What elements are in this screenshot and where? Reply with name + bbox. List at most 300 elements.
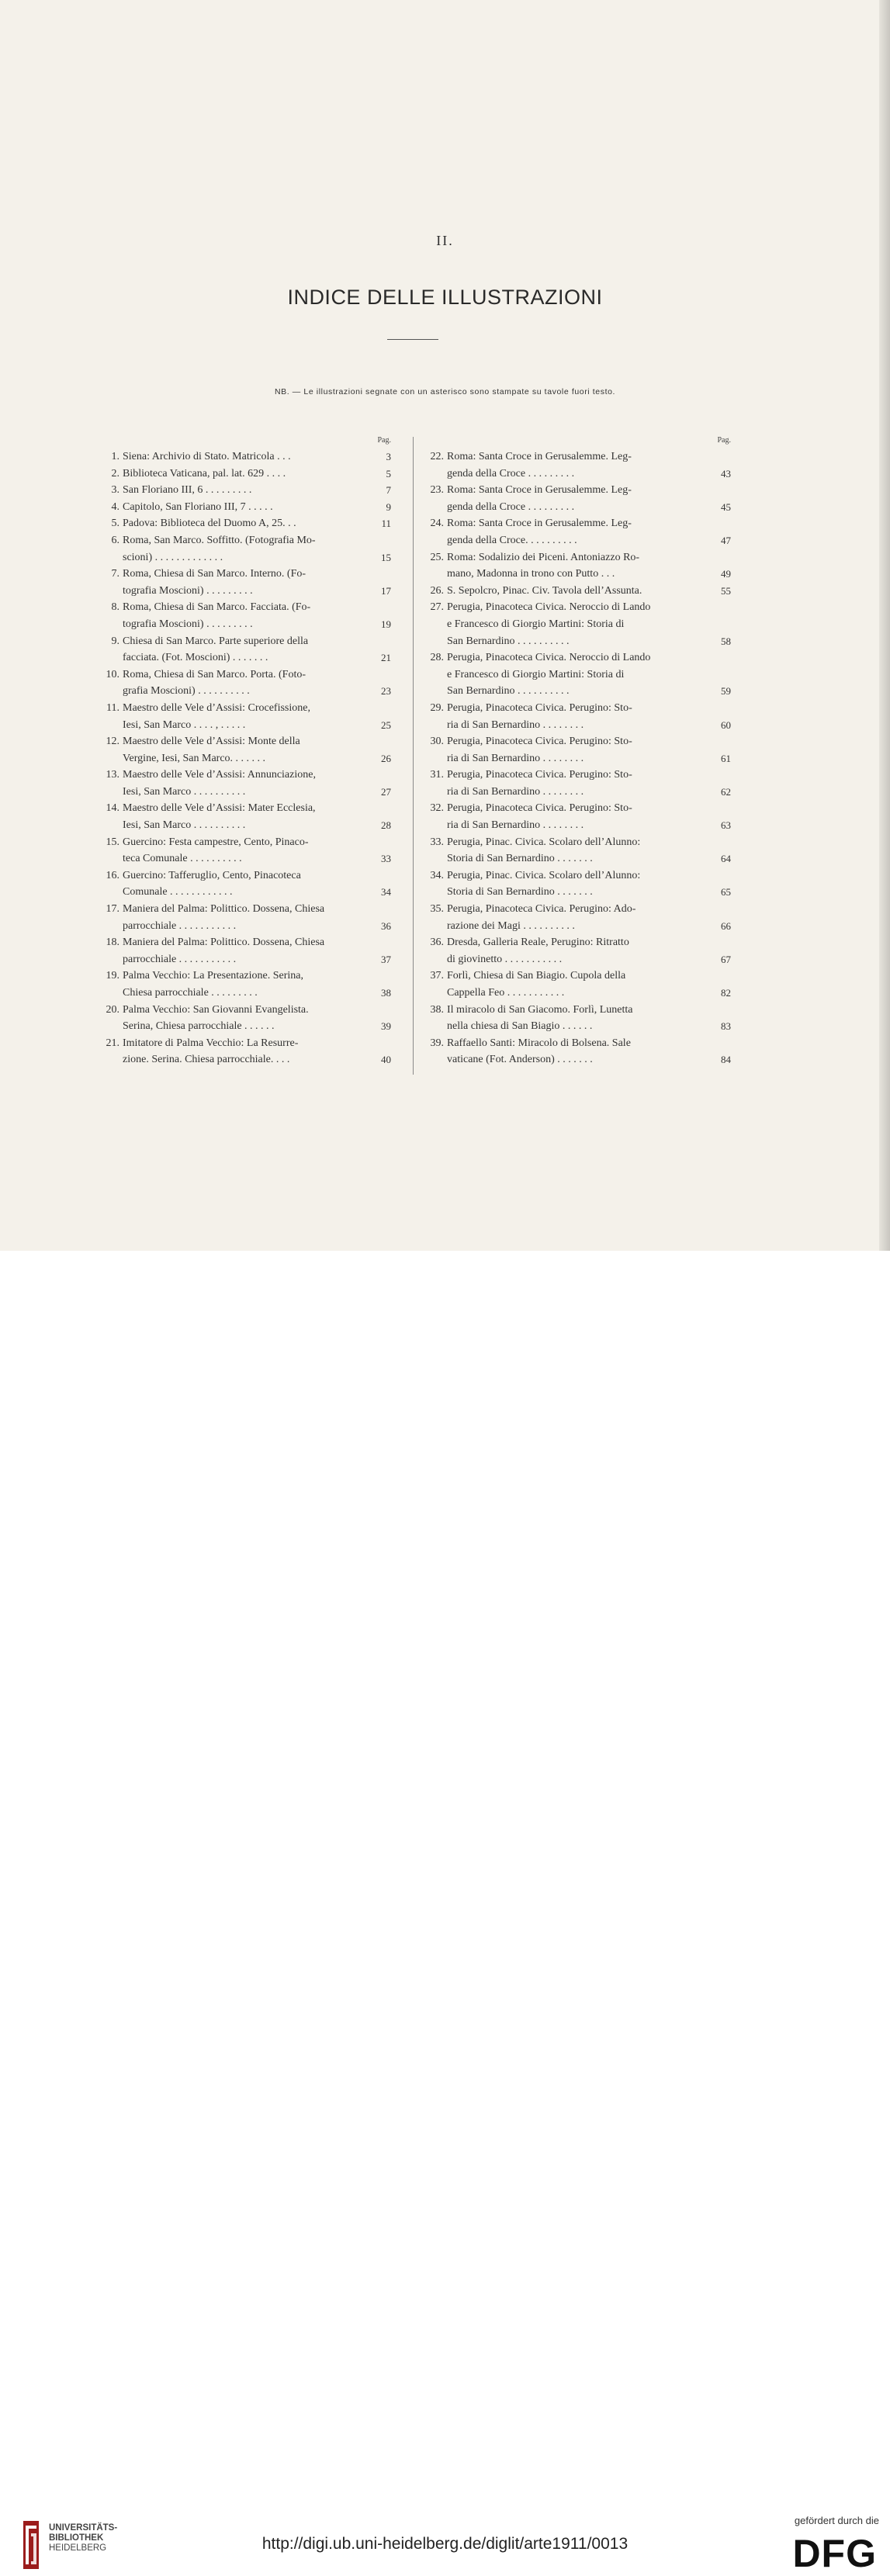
entry-title: Perugia, Pinacoteca Civica. Perugino: Sto- — [447, 736, 632, 748]
entry-title: nella chiesa di San Biagio . . . . . . — [447, 1020, 593, 1033]
entry-title: Perugia, Pinacoteca Civica. Perugino: Sto- — [447, 769, 632, 781]
index-entry-row — [413, 549, 731, 566]
entry-title: Iesi, San Marco . . . . . . . . . . — [123, 819, 246, 832]
library-name-line: UNIVERSITÄTS- — [49, 2523, 118, 2533]
index-entry-row — [92, 717, 391, 734]
entry-title: Maestro delle Vele d’Assisi: Mater Ecclesia, — [123, 802, 316, 815]
index-entry-row — [92, 850, 391, 867]
index-entry-row — [413, 466, 731, 483]
index-entry-row — [92, 800, 391, 817]
index-entry-row — [92, 616, 391, 633]
entry-page: 37 — [381, 953, 391, 965]
entry-title: teca Comunale . . . . . . . . . . — [123, 853, 242, 865]
entry-title: Roma: Santa Croce in Gerusalemme. Leg- — [447, 451, 632, 462]
entry-page: 19 — [381, 618, 391, 630]
entry-title: Storia di San Bernardino . . . . . . . — [447, 853, 593, 865]
index-entry-row — [413, 482, 731, 499]
entry-page — [365, 532, 391, 549]
index-entry-row — [92, 901, 391, 918]
entry-number: 28. — [430, 652, 444, 664]
library-name-line: BIBLIOTHEK — [49, 2533, 104, 2543]
entry-number — [413, 532, 447, 549]
entry-number: 1. — [111, 451, 119, 462]
entry-page: 65 — [721, 886, 731, 898]
entry-page — [705, 649, 731, 667]
entry-number: 22. — [430, 451, 444, 462]
entry-title: Guercino: Festa campestre, Cento, Pinaco- — [123, 836, 309, 848]
index-entry-row — [92, 934, 391, 951]
entry-title: Vergine, Iesi, San Marco. . . . . . . — [123, 752, 266, 764]
entry-page — [705, 834, 731, 851]
index-entry-row — [92, 683, 391, 700]
entry-page — [365, 633, 391, 650]
entry-page: 61 — [721, 752, 731, 764]
index-entry-row — [413, 1035, 731, 1052]
index-entry-row — [413, 683, 731, 700]
entry-page: 38 — [381, 987, 391, 999]
entry-number: 38. — [430, 1003, 444, 1016]
index-entry-row — [413, 834, 731, 851]
entry-title: Roma, Chiesa di San Marco. Interno. (Fo- — [123, 568, 306, 580]
index-entry-row — [413, 633, 731, 650]
entry-number — [92, 1018, 123, 1035]
entry-page — [365, 834, 391, 851]
entry-number: 11. — [106, 701, 119, 714]
entry-number: 13. — [106, 769, 119, 781]
index-entry-row — [413, 733, 731, 750]
entry-title: Iesi, San Marco . . . . , . . . . . — [123, 718, 246, 731]
entry-title: Palma Vecchio: La Presentazione. Serina, — [123, 970, 303, 982]
entry-number — [413, 918, 447, 935]
entry-number — [92, 750, 123, 767]
entry-page — [365, 934, 391, 951]
index-entry-row — [413, 616, 731, 633]
entry-page: 36 — [381, 919, 391, 932]
entry-title: Biblioteca Vaticana, pal. lat. 629 . . . . — [123, 467, 286, 480]
entry-number — [413, 784, 447, 801]
entry-title: e Francesco di Giorgio Martini: Storia di — [447, 668, 625, 680]
entry-title: Perugia, Pinacoteca Civica. Perugino: Sto- — [447, 701, 632, 714]
entry-number — [413, 499, 447, 516]
entry-page — [365, 800, 391, 817]
entry-number — [413, 884, 447, 901]
entry-page — [705, 515, 731, 532]
index-entry-row — [92, 1051, 391, 1068]
index-entry-row — [413, 499, 731, 516]
index-entry-row — [413, 985, 731, 1002]
entry-title: Siena: Archivio di Stato. Matricola . . . — [123, 451, 291, 462]
entry-number: 15. — [106, 836, 119, 848]
entry-page — [365, 867, 391, 885]
entry-number: 6. — [111, 534, 119, 546]
entry-page: 15 — [381, 551, 391, 563]
entry-number — [413, 616, 447, 633]
entry-title: di giovinetto . . . . . . . . . . . — [447, 953, 563, 965]
entry-page — [365, 700, 391, 717]
index-list — [92, 448, 391, 1068]
entry-number — [413, 951, 447, 968]
index-entry-row — [413, 784, 731, 801]
entry-page — [705, 901, 731, 918]
entry-number: 21. — [106, 1037, 119, 1049]
index-entry-row — [92, 968, 391, 985]
index-entry-row — [413, 867, 731, 885]
entry-title: Padova: Biblioteca del Duomo A, 25. . . — [123, 518, 296, 530]
entry-number — [92, 884, 123, 901]
entry-number: 35. — [430, 903, 444, 916]
entry-number: 34. — [430, 869, 444, 881]
entry-title: Roma, San Marco. Soffitto. (Fotografia Mo- — [123, 534, 316, 546]
entry-title: vaticane (Fot. Anderson) . . . . . . . — [447, 1054, 593, 1066]
entry-number: 29. — [430, 701, 444, 714]
entry-page: 25 — [381, 718, 391, 731]
entry-number: 5. — [111, 518, 119, 530]
entry-page: 63 — [721, 819, 731, 832]
entry-title: mano, Madonna in trono con Putto . . . — [447, 568, 615, 580]
entry-page: 11 — [381, 518, 391, 530]
entry-title: Palma Vecchio: San Giovanni Evangelista. — [123, 1003, 309, 1016]
index-entry-row — [92, 566, 391, 583]
scanned-page — [0, 0, 890, 1251]
entry-number — [92, 817, 123, 834]
index-entry-row — [413, 515, 731, 532]
entry-number — [413, 1051, 447, 1068]
pag-label: Pag. — [717, 436, 731, 445]
index-entry-row — [92, 884, 391, 901]
entry-title: e Francesco di Giorgio Martini: Storia di — [447, 618, 625, 630]
index-entry-row — [413, 717, 731, 734]
index-entry-row — [92, 532, 391, 549]
entry-number — [92, 683, 123, 700]
index-entry-row — [413, 884, 731, 901]
index-entry-row — [92, 583, 391, 600]
index-entry-row — [413, 918, 731, 935]
entry-page: 5 — [386, 467, 391, 480]
entry-title: Raffaello Santi: Miracolo di Bolsena. Sale — [447, 1037, 631, 1049]
entry-title: genda della Croce . . . . . . . . . — [447, 500, 575, 513]
entry-number — [413, 717, 447, 734]
entry-title: Chiesa di San Marco. Parte superiore della — [123, 635, 309, 647]
entry-page — [705, 968, 731, 985]
entry-number: 18. — [106, 937, 119, 949]
entry-number — [413, 566, 447, 583]
entry-number — [92, 649, 123, 667]
library-name-line: HEIDELBERG — [49, 2543, 107, 2553]
entry-page — [705, 616, 731, 633]
entry-title: Imitatore di Palma Vecchio: La Resurre- — [123, 1037, 299, 1049]
entry-page — [705, 800, 731, 817]
entry-number: 19. — [106, 970, 119, 982]
entry-title: Roma: Sodalizio dei Piceni. Antoniazzo Ro- — [447, 551, 640, 563]
entry-number — [92, 918, 123, 935]
entry-number: 27. — [430, 601, 444, 614]
index-entry-row — [92, 1002, 391, 1019]
index-column-right — [413, 433, 731, 1068]
entry-title: Storia di San Bernardino . . . . . . . — [447, 886, 593, 898]
entry-page: 43 — [721, 467, 731, 480]
entry-page: 55 — [721, 584, 731, 597]
entry-title: tografia Moscioni) . . . . . . . . . — [123, 584, 253, 597]
entry-page: 40 — [381, 1054, 391, 1066]
entry-page: 28 — [381, 819, 391, 832]
index-entry-row — [413, 951, 731, 968]
entry-page: 33 — [381, 853, 391, 865]
entry-page: 60 — [721, 718, 731, 731]
entry-page: 62 — [721, 785, 731, 798]
entry-number: 14. — [106, 802, 119, 815]
index-entry-row — [413, 750, 731, 767]
entry-page: 64 — [721, 853, 731, 865]
index-entry-row — [92, 817, 391, 834]
scan-edge — [879, 0, 890, 1251]
index-entry-row — [92, 700, 391, 717]
entry-page — [705, 549, 731, 566]
entry-page: 27 — [381, 785, 391, 798]
entry-title: ria di San Bernardino . . . . . . . . — [447, 752, 584, 764]
entry-title: Maestro delle Vele d’Assisi: Annunciazione, — [123, 769, 316, 781]
entry-title: Maestro delle Vele d’Assisi: Crocefissione, — [123, 701, 310, 714]
index-entry-row — [92, 951, 391, 968]
index-entry-row — [413, 583, 731, 600]
entry-page — [365, 767, 391, 784]
entry-title: Maestro delle Vele d’Assisi: Monte della — [123, 736, 300, 748]
entry-title: ria di San Bernardino . . . . . . . . — [447, 718, 584, 731]
index-entry-row — [92, 549, 391, 566]
index-entry-row — [92, 985, 391, 1002]
entry-number — [92, 616, 123, 633]
entry-title: zione. Serina. Chiesa parrocchiale. . . . — [123, 1054, 290, 1066]
index-entry-row — [92, 499, 391, 516]
entry-number: 20. — [106, 1003, 119, 1016]
entry-number: 25. — [430, 551, 444, 563]
entry-page — [365, 667, 391, 684]
entry-page — [705, 599, 731, 616]
entry-number — [413, 1018, 447, 1035]
index-entry-row — [92, 834, 391, 851]
entry-number: 3. — [111, 484, 119, 497]
entry-title: Dresda, Galleria Reale, Perugino: Ritratto — [447, 937, 629, 949]
index-entry-row — [92, 482, 391, 499]
entry-number — [92, 583, 123, 600]
index-entry-row — [92, 784, 391, 801]
index-entry-row — [92, 867, 391, 885]
index-entry-row — [92, 1018, 391, 1035]
section-numeral: II. — [436, 233, 454, 248]
entry-page — [705, 448, 731, 466]
entry-number: 26. — [430, 584, 444, 597]
index-entry-row — [413, 1051, 731, 1068]
index-entry-row — [92, 448, 391, 466]
entry-number: 9. — [111, 635, 119, 647]
entry-title: genda della Croce. . . . . . . . . . — [447, 534, 577, 546]
entry-page: 26 — [381, 752, 391, 764]
funding-caption: gefördert durch die — [794, 2515, 879, 2526]
entry-number — [92, 985, 123, 1002]
entry-page — [365, 1035, 391, 1052]
entry-page: 3 — [386, 451, 391, 462]
index-entry-row — [413, 767, 731, 784]
index-entry-row — [413, 448, 731, 466]
entry-title: Il miracolo di San Giacomo. Forlì, Lunetta — [447, 1003, 633, 1016]
entry-number: 12. — [106, 736, 119, 748]
entry-number — [413, 633, 447, 650]
entry-title: genda della Croce . . . . . . . . . — [447, 467, 575, 480]
entry-page — [365, 901, 391, 918]
entry-page — [365, 1002, 391, 1019]
index-entry-row — [92, 667, 391, 684]
index-entry-row — [413, 800, 731, 817]
entry-title: Roma, Chiesa di San Marco. Porta. (Foto- — [123, 668, 306, 680]
entry-title: San Bernardino . . . . . . . . . . — [447, 685, 570, 698]
index-column-left — [92, 433, 391, 1068]
entry-title: Perugia, Pinacoteca Civica. Perugino: Sto- — [447, 802, 632, 815]
entry-page: 39 — [381, 1020, 391, 1033]
entry-number — [92, 549, 123, 566]
entry-title: ria di San Bernardino . . . . . . . . — [447, 785, 584, 798]
index-entry-row — [413, 817, 731, 834]
entry-title: Perugia, Pinac. Civica. Scolaro dell’Alunno: — [447, 869, 641, 881]
entry-title: Perugia, Pinacoteca Civica. Neroccio di Lando — [447, 652, 651, 664]
entry-number — [92, 850, 123, 867]
entry-title: Cappella Feo . . . . . . . . . . . — [447, 987, 565, 999]
index-list — [413, 448, 731, 1068]
entry-title: Maniera del Palma: Polittico. Dossena, Chiesa — [123, 903, 325, 916]
entry-number: 39. — [430, 1037, 444, 1049]
entry-number — [92, 784, 123, 801]
entry-page: 45 — [721, 500, 731, 513]
entry-page — [365, 733, 391, 750]
entry-page — [705, 733, 731, 750]
entry-page: 34 — [381, 886, 391, 898]
index-entry-row — [413, 532, 731, 549]
index-entry-row — [413, 1002, 731, 1019]
entry-number — [413, 683, 447, 700]
entry-number — [413, 985, 447, 1002]
entry-title: ria di San Bernardino . . . . . . . . — [447, 819, 584, 832]
entry-page — [705, 482, 731, 499]
entry-title: S. Sepolcro, Pinac. Civ. Tavola dell’Assunta. — [447, 584, 642, 597]
entry-title: Perugia, Pinacoteca Civica. Perugino: Ado- — [447, 903, 636, 916]
entry-page — [365, 566, 391, 583]
index-entry-row — [92, 918, 391, 935]
entry-number — [413, 750, 447, 767]
entry-title: Iesi, San Marco . . . . . . . . . . — [123, 785, 246, 798]
entry-number: 30. — [430, 736, 444, 748]
index-entry-row — [92, 515, 391, 532]
entry-page: 59 — [721, 685, 731, 698]
entry-title: Perugia, Pinacoteca Civica. Neroccio di Lando — [447, 601, 651, 614]
entry-page — [705, 1002, 731, 1019]
entry-number — [92, 1051, 123, 1068]
entry-title: Perugia, Pinac. Civica. Scolaro dell’Alunno: — [447, 836, 641, 848]
entry-title: parrocchiale . . . . . . . . . . . — [123, 919, 237, 932]
entry-page: 49 — [721, 568, 731, 580]
viewer-footer — [0, 1251, 890, 2575]
entry-title: Guercino: Tafferuglio, Cento, Pinacoteca — [123, 869, 301, 881]
index-entry-row — [413, 901, 731, 918]
entry-title: scioni) . . . . . . . . . . . . . — [123, 551, 223, 563]
entry-page: 21 — [381, 652, 391, 664]
entry-page: 58 — [721, 635, 731, 647]
entry-number: 2. — [111, 467, 119, 480]
entry-page — [705, 767, 731, 784]
entry-page — [705, 934, 731, 951]
entry-title: facciata. (Fot. Moscioni) . . . . . . . — [123, 652, 268, 664]
page-title: INDICE DELLE ILLUSTRAZIONI — [287, 286, 603, 309]
entry-title: tografia Moscioni) . . . . . . . . . — [123, 618, 253, 630]
entry-title: Chiesa parrocchiale . . . . . . . . . — [123, 987, 258, 999]
entry-number: 24. — [430, 518, 444, 530]
entry-page: 84 — [721, 1054, 731, 1066]
dfg-logo: DFG — [792, 2532, 877, 2575]
entry-number — [413, 667, 447, 684]
title-divider — [387, 339, 438, 340]
index-entry-row — [413, 700, 731, 717]
entry-number: 17. — [106, 903, 119, 916]
entry-page — [705, 667, 731, 684]
index-entry-row — [413, 1018, 731, 1035]
nb-note: NB. — Le illustrazioni segnate con un asterisco sono stampate su tavole fuori testo. — [274, 387, 616, 396]
entry-title: Forlì, Chiesa di San Biagio. Cupola della — [447, 970, 626, 982]
index-entry-row — [92, 750, 391, 767]
entry-page: 67 — [721, 953, 731, 965]
entry-title: Maniera del Palma: Polittico. Dossena, Chiesa — [123, 937, 325, 949]
entry-number: 33. — [430, 836, 444, 848]
source-url-link[interactable]: http://digi.ub.uni-heidelberg.de/diglit/arte1911/0013 — [261, 2535, 629, 2553]
entry-number: 37. — [430, 970, 444, 982]
index-entry-row — [413, 968, 731, 985]
entry-title: razione dei Magi . . . . . . . . . . — [447, 919, 575, 932]
entry-number: 36. — [430, 937, 444, 949]
entry-page: 83 — [721, 1020, 731, 1033]
entry-title: Roma: Santa Croce in Gerusalemme. Leg- — [447, 484, 632, 497]
entry-title: Roma: Santa Croce in Gerusalemme. Leg- — [447, 518, 632, 530]
entry-title: grafia Moscioni) . . . . . . . . . . — [123, 685, 250, 698]
entry-number — [413, 817, 447, 834]
index-entry-row — [92, 633, 391, 650]
entry-number — [92, 717, 123, 734]
entry-page: 7 — [386, 484, 391, 497]
index-entry-row — [92, 649, 391, 667]
entry-title: San Bernardino . . . . . . . . . . — [447, 635, 570, 647]
entry-number — [92, 951, 123, 968]
index-entry-row — [413, 667, 731, 684]
entry-page: 17 — [381, 584, 391, 597]
entry-title: parrocchiale . . . . . . . . . . . — [123, 953, 237, 965]
index-entry-row — [413, 649, 731, 667]
entry-number — [413, 850, 447, 867]
entry-number: 8. — [111, 601, 119, 614]
entry-page — [705, 1035, 731, 1052]
entry-number: 4. — [111, 500, 119, 513]
entry-page — [365, 968, 391, 985]
entry-page — [705, 867, 731, 885]
entry-number: 16. — [106, 869, 119, 881]
entry-page — [365, 599, 391, 616]
entry-page — [705, 700, 731, 717]
entry-title: Comunale . . . . . . . . . . . . — [123, 886, 233, 898]
entry-page: 66 — [721, 919, 731, 932]
pag-label: Pag. — [377, 436, 391, 445]
index-entry-row — [413, 599, 731, 616]
index-entry-row — [413, 566, 731, 583]
index-entry-row — [413, 934, 731, 951]
entry-number: 31. — [430, 769, 444, 781]
entry-number — [413, 466, 447, 483]
entry-title: San Floriano III, 6 . . . . . . . . . — [123, 484, 252, 497]
entry-page: 47 — [721, 534, 731, 546]
index-entry-row — [413, 850, 731, 867]
